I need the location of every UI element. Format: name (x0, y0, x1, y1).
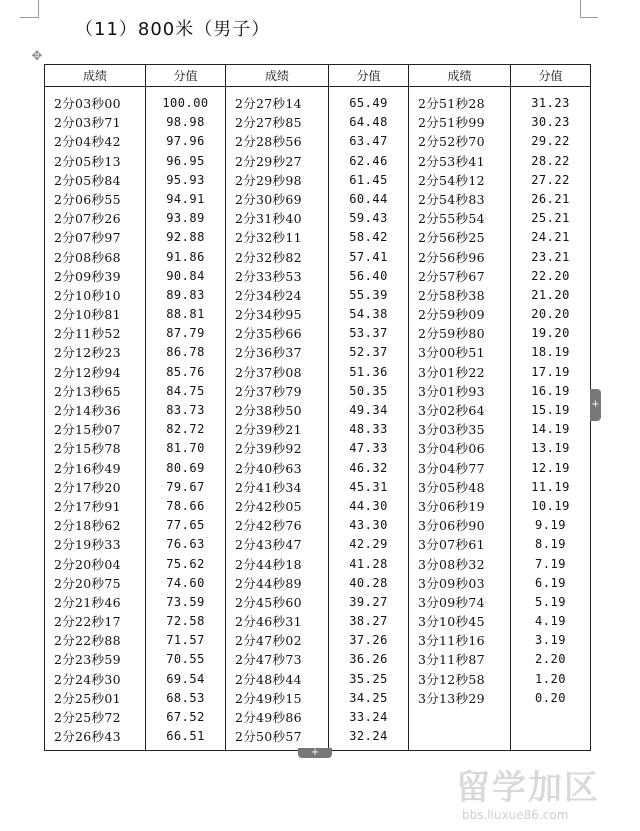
watermark-brand: 留学加区 (456, 768, 600, 808)
page-corner-mark (580, 0, 581, 18)
score-cell: 86.78 (166, 345, 205, 360)
score-cell: 36.26 (349, 652, 388, 667)
performance-cell: 2分23秒59 (54, 652, 121, 668)
performance-cell: 2分59秒80 (418, 326, 485, 342)
performance-cell: 2分04秒42 (54, 134, 121, 150)
score-cell: 98.98 (166, 115, 205, 130)
performance-cell: 3分12秒58 (418, 671, 485, 687)
score-cell: 0.20 (535, 690, 566, 705)
score-cell: 42.29 (349, 537, 388, 552)
score-cell: 69.54 (166, 671, 205, 686)
score-cell: 56.40 (349, 268, 388, 283)
performance-cell: 2分55秒54 (418, 211, 485, 227)
add-column-button[interactable]: + (590, 389, 601, 421)
score-cell: 68.53 (166, 690, 205, 705)
score-cell: 95.93 (166, 172, 205, 187)
add-row-button[interactable]: + (298, 748, 332, 758)
table-body-row (45, 87, 591, 751)
performance-cell: 3分04秒77 (418, 460, 485, 476)
performance-cell: 2分05秒13 (54, 153, 121, 169)
performance-cell: 2分51秒28 (418, 96, 485, 111)
performance-cell: 2分50秒57 (235, 729, 302, 745)
score-cell: 83.73 (166, 403, 205, 417)
performance-cell: 2分32秒82 (235, 249, 302, 265)
performance-cell: 3分05秒48 (418, 479, 485, 495)
performance-cell: 2分58秒38 (418, 287, 485, 303)
performance-cell: 2分34秒24 (235, 287, 302, 303)
page-corner-mark (20, 17, 38, 18)
score-cell: 44.30 (349, 498, 388, 513)
score-cell: 37.26 (349, 633, 388, 648)
score-cell: 91.86 (166, 249, 205, 264)
performance-cell: 2分37秒08 (235, 364, 302, 380)
score-cell: 23.21 (531, 249, 570, 264)
performance-cell: 2分13秒65 (54, 383, 121, 399)
performance-cell: 2分36秒37 (235, 345, 302, 361)
score-cell: 25.21 (531, 211, 570, 226)
performance-cell: 2分56秒96 (418, 249, 485, 265)
score-cell: 57.41 (349, 249, 388, 264)
score-cell: 81.70 (166, 441, 205, 456)
score-cell: 27.22 (531, 172, 570, 187)
score-cell: 7.19 (535, 556, 566, 571)
score-cell: 3.19 (535, 633, 566, 648)
score-cell: 54.38 (349, 307, 388, 322)
header-score: 分值 (146, 65, 226, 87)
score-cell: 87.79 (166, 326, 205, 341)
performance-cell: 2分28秒56 (235, 134, 302, 150)
performance-cell: 2分31秒40 (235, 211, 302, 227)
score-cell: 85.76 (166, 364, 205, 379)
performance-cell: 2分37秒79 (235, 383, 302, 399)
performance-cell: 2分08秒68 (54, 249, 121, 265)
performance-cell: 3分13秒29 (418, 690, 485, 706)
performance-cell: 3分00秒51 (418, 345, 485, 361)
score-cell: 28.22 (531, 153, 570, 168)
score-cell: 34.25 (349, 690, 388, 705)
score-cell: 60.44 (349, 191, 388, 206)
performance-cell: 2分48秒44 (235, 671, 302, 687)
table-header-row (45, 65, 591, 87)
performance-cell: 2分57秒67 (418, 268, 485, 284)
score-cell: 71.57 (166, 633, 205, 648)
performance-cell: 2分49秒86 (235, 710, 302, 725)
score-cell: 55.39 (349, 287, 388, 302)
score-cell: 14.19 (531, 422, 570, 437)
score-cell: 17.19 (531, 364, 570, 379)
performance-cell: 2分51秒99 (418, 115, 485, 131)
performance-cell: 3分02秒64 (418, 403, 485, 418)
score-cell: 90.84 (166, 268, 205, 283)
score-cell: 11.19 (531, 479, 570, 494)
score-column-2 (329, 87, 409, 751)
header-performance: 成绩 (409, 65, 511, 87)
performance-cell: 3分06秒90 (418, 518, 485, 534)
score-cell: 80.69 (166, 460, 205, 475)
score-cell: 78.66 (166, 498, 205, 513)
score-cell: 22.20 (531, 268, 570, 283)
performance-cell: 3分06秒19 (418, 498, 485, 514)
performance-cell: 3分04秒06 (418, 441, 485, 457)
score-cell: 73.59 (166, 594, 205, 609)
performance-cell: 2分44秒18 (235, 556, 302, 572)
score-cell: 93.89 (166, 211, 205, 226)
score-cell: 20.20 (531, 307, 570, 322)
performance-column-3 (409, 87, 511, 751)
score-cell: 84.75 (166, 383, 205, 398)
performance-cell: 2分07秒26 (54, 211, 121, 227)
performance-cell: 2分15秒78 (54, 441, 121, 457)
performance-cell: 2分07秒97 (54, 230, 121, 246)
score-cell: 63.47 (349, 134, 388, 149)
performance-cell: 3分11秒16 (418, 633, 485, 649)
score-cell: 1.20 (535, 671, 566, 686)
score-cell: 96.95 (166, 153, 205, 168)
performance-cell: 3分08秒32 (418, 556, 485, 572)
performance-cell: 2分41秒34 (235, 479, 302, 495)
performance-cell: 2分09秒39 (54, 268, 121, 284)
performance-cell: 2分16秒49 (54, 460, 121, 476)
score-cell: 38.27 (349, 614, 388, 629)
score-cell: 32.24 (349, 729, 388, 744)
performance-cell: 2分39秒92 (235, 441, 302, 457)
score-cell: 88.81 (166, 307, 205, 322)
performance-cell: 2分52秒70 (418, 134, 485, 150)
performance-cell: 3分01秒22 (418, 364, 485, 380)
score-cell: 16.19 (531, 383, 570, 398)
performance-cell: 2分44秒89 (235, 575, 302, 591)
performance-cell: 2分25秒72 (54, 710, 121, 725)
score-cell: 2.20 (535, 652, 566, 667)
performance-cell: 2分10秒10 (54, 287, 121, 303)
score-cell: 31.23 (531, 96, 570, 110)
score-cell: 64.48 (349, 115, 388, 130)
performance-cell: 2分05秒84 (54, 172, 121, 188)
performance-cell: 2分54秒12 (418, 172, 485, 188)
header-score: 分值 (329, 65, 409, 87)
score-cell: 94.91 (166, 191, 205, 206)
score-cell: 30.23 (531, 115, 570, 130)
score-column-1 (146, 87, 226, 751)
score-cell: 26.21 (531, 191, 570, 206)
performance-cell: 2分21秒46 (54, 594, 121, 610)
performance-cell: 2分15秒07 (54, 422, 121, 438)
performance-cell: 2分56秒25 (418, 230, 485, 246)
score-cell: 74.60 (166, 575, 205, 590)
score-cell: 24.21 (531, 230, 570, 245)
performance-cell: 2分17秒20 (54, 479, 121, 495)
performance-cell: 2分42秒05 (235, 498, 302, 514)
score-cell: 53.37 (349, 326, 388, 341)
score-cell: 10.19 (531, 498, 570, 513)
performance-cell: 2分54秒83 (418, 191, 485, 207)
performance-cell: 2分24秒30 (54, 671, 121, 687)
performance-cell: 2分34秒95 (235, 307, 302, 323)
score-cell: 39.27 (349, 594, 388, 609)
page-corner-mark (580, 17, 598, 18)
performance-cell: 2分32秒11 (235, 230, 302, 246)
performance-cell: 2分29秒98 (235, 172, 302, 188)
performance-cell: 2分53秒41 (418, 153, 485, 169)
score-cell: 61.45 (349, 172, 388, 187)
performance-cell: 2分27秒14 (235, 96, 302, 111)
score-cell: 18.19 (531, 345, 570, 360)
score-cell: 9.19 (535, 518, 566, 533)
score-cell: 15.19 (531, 403, 570, 417)
score-cell: 66.51 (166, 729, 205, 744)
score-cell: 48.33 (349, 422, 388, 437)
performance-cell: 2分29秒27 (235, 153, 302, 169)
watermark (456, 768, 636, 828)
performance-column-2 (226, 87, 329, 751)
performance-cell: 2分26秒43 (54, 729, 121, 745)
score-cell: 12.19 (531, 460, 570, 475)
performance-cell: 2分22秒88 (54, 633, 121, 649)
score-cell: 67.52 (166, 710, 205, 724)
score-cell: 41.28 (349, 556, 388, 571)
score-cell: 47.33 (349, 441, 388, 456)
performance-cell: 2分45秒60 (235, 594, 302, 610)
performance-cell: 2分12秒23 (54, 345, 121, 361)
score-cell: 13.19 (531, 441, 570, 456)
performance-cell: 2分25秒01 (54, 690, 121, 706)
score-cell: 45.31 (349, 479, 388, 494)
header-performance: 成绩 (226, 65, 329, 87)
score-cell: 8.19 (535, 537, 566, 552)
performance-cell: 2分30秒69 (235, 191, 302, 207)
performance-cell: 3分03秒35 (418, 422, 485, 438)
performance-cell: 2分20秒75 (54, 575, 121, 591)
performance-cell: 2分19秒33 (54, 537, 121, 553)
score-cell: 51.36 (349, 364, 388, 379)
performance-cell: 2分35秒66 (235, 326, 302, 342)
watermark-url: bbs.liuxue86.com (462, 808, 569, 822)
score-cell: 6.19 (535, 575, 566, 590)
performance-cell: 3分10秒45 (418, 614, 485, 630)
performance-cell: 2分12秒94 (54, 364, 121, 380)
performance-cell: 2分03秒71 (54, 115, 121, 131)
performance-cell: 2分22秒17 (54, 614, 121, 630)
performance-cell: 3分09秒03 (418, 575, 485, 591)
section-heading: （11）800米（男子） (75, 19, 271, 40)
page-corner-mark (38, 0, 39, 18)
performance-cell: 2分59秒09 (418, 307, 485, 323)
performance-cell: 3分01秒93 (418, 383, 485, 399)
table-move-handle-icon[interactable]: ✥ (31, 49, 43, 64)
performance-cell: 3分09秒74 (418, 594, 485, 610)
score-cell: 62.46 (349, 153, 388, 168)
performance-cell: 2分20秒04 (54, 556, 121, 572)
score-cell: 100.00 (162, 96, 209, 110)
score-cell: 19.20 (531, 326, 570, 341)
performance-cell: 2分40秒63 (235, 460, 302, 476)
score-cell: 50.35 (349, 383, 388, 398)
score-cell: 72.58 (166, 614, 205, 629)
performance-cell: 2分10秒81 (54, 307, 121, 323)
score-cell: 82.72 (166, 422, 205, 437)
performance-cell: 3分11秒87 (418, 652, 485, 668)
score-cell: 77.65 (166, 518, 205, 533)
score-cell: 89.83 (166, 287, 205, 302)
score-cell: 4.19 (535, 614, 566, 629)
score-table (44, 64, 591, 751)
score-cell: 43.30 (349, 518, 388, 533)
performance-cell: 3分07秒61 (418, 537, 485, 553)
performance-column-1 (45, 87, 146, 751)
score-cell: 35.25 (349, 671, 388, 686)
score-cell: 52.37 (349, 345, 388, 360)
score-cell: 40.28 (349, 575, 388, 590)
score-cell: 46.32 (349, 460, 388, 475)
score-cell: 29.22 (531, 134, 570, 149)
score-cell: 49.34 (349, 403, 388, 417)
performance-cell: 2分14秒36 (54, 403, 121, 418)
score-cell: 79.67 (166, 479, 205, 494)
score-column-3 (511, 87, 591, 751)
performance-cell: 2分03秒00 (54, 96, 121, 111)
performance-cell: 2分11秒52 (54, 326, 121, 342)
score-cell: 5.19 (535, 594, 566, 609)
score-cell: 33.24 (349, 710, 388, 724)
performance-cell: 2分06秒55 (54, 191, 121, 207)
score-cell: 92.88 (166, 230, 205, 245)
score-cell: 75.62 (166, 556, 205, 571)
header-score: 分值 (511, 65, 591, 87)
score-cell: 21.20 (531, 287, 570, 302)
header-performance: 成绩 (45, 65, 146, 87)
performance-cell: 2分49秒15 (235, 690, 302, 706)
performance-cell: 2分46秒31 (235, 614, 302, 630)
performance-cell: 2分43秒47 (235, 537, 302, 553)
performance-cell: 2分27秒85 (235, 115, 302, 131)
score-cell: 76.63 (166, 537, 205, 552)
performance-cell: 2分33秒53 (235, 268, 302, 284)
performance-cell: 2分17秒91 (54, 498, 121, 514)
performance-cell: 2分42秒76 (235, 518, 302, 534)
score-cell: 70.55 (166, 652, 205, 667)
performance-cell: 2分47秒02 (235, 633, 302, 649)
performance-cell: 2分38秒50 (235, 403, 302, 418)
score-cell: 59.43 (349, 211, 388, 226)
performance-cell: 2分39秒21 (235, 422, 302, 438)
score-cell: 58.42 (349, 230, 388, 245)
performance-cell: 2分47秒73 (235, 652, 302, 668)
score-cell: 65.49 (349, 96, 388, 110)
score-cell: 97.96 (166, 134, 205, 149)
performance-cell: 2分18秒62 (54, 518, 121, 534)
